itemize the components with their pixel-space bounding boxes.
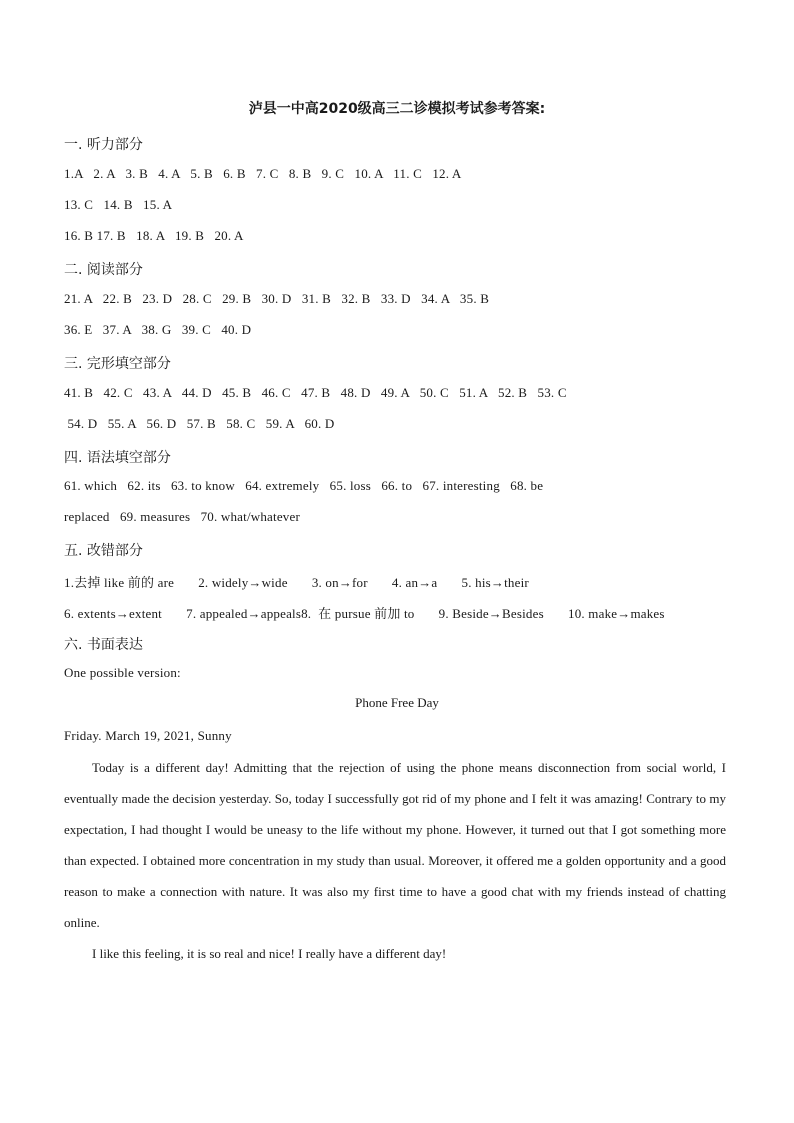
section-heading-reading: 二. 阅读部分 — [64, 262, 143, 278]
section-heading-correction: 五. 改错部分 — [64, 543, 143, 559]
essay-paragraph: I like this feeling, it is so real and nice! I really have a different day! — [92, 946, 447, 961]
section-heading-writing: 六. 书面表达 — [64, 637, 143, 653]
answer-line: 1.去掉 like 前的 are 2. widely→wide 3. on→for 4. an→a 5. his→their — [64, 575, 529, 590]
section-heading-grammar: 四. 语法填空部分 — [64, 450, 171, 466]
essay-title: Phone Free Day — [355, 695, 439, 710]
answer-line: 21. A 22. B 23. D 28. C 29. B 30. D 31. B 32. B 33. D 34. A 35. B — [64, 291, 490, 306]
answer-line: 6. extents→extent 7. appealed→appeals8. 在 pursue 前加 to 9. Beside→Besides 10. make→makes — [64, 606, 665, 621]
essay-intro: One possible version: — [64, 665, 181, 680]
essay-date-line: Friday. March 19, 2021, Sunny — [64, 728, 232, 743]
answer-line: 13. C 14. B 15. A — [64, 197, 173, 212]
section-heading-listening: 一. 听力部分 — [64, 137, 143, 153]
answer-line: 54. D 55. A 56. D 57. B 58. C 59. A 60. D — [64, 416, 335, 431]
essay-paragraph: Today is a different day! Admitting that the rejection of using the phone means disconnection from social world, I eventually made the decision yesterday. So, today I successfully got rid of my phone and I felt it was amazing! Contrary to my expectation, I had thought I would be uneasy to the life without my phone. However, it turned out that I got something more than expected. I obtained more concentration in my study than usual. Moreover, it offered me a golden opportunity and a good reason to make a connection with nature. It was also my first time to have a good chat with my friends instead of chatting online. — [64, 760, 726, 930]
answer-line: 16. B 17. B 18. A 19. B 20. A — [64, 228, 244, 243]
answer-line: replaced 69. measures 70. what/whatever — [64, 509, 301, 524]
answer-line: 41. B 42. C 43. A 44. D 45. B 46. C 47. B 48. D 49. A 50. C 51. A 52. B 53. C — [64, 385, 567, 400]
answer-line: 1.A 2. A 3. B 4. A 5. B 6. B 7. C 8. B 9. C 10. A 11. C 12. A — [64, 166, 462, 181]
answer-line: 36. E 37. A 38. G 39. C 40. D — [64, 322, 252, 337]
section-heading-cloze: 三. 完形填空部分 — [64, 356, 171, 372]
page-title: 泸县一中高2020级高三二诊模拟考试参考答案: — [248, 101, 546, 117]
answer-line: 61. which 62. its 63. to know 64. extremely 65. loss 66. to 67. interesting 68. be — [64, 478, 544, 493]
